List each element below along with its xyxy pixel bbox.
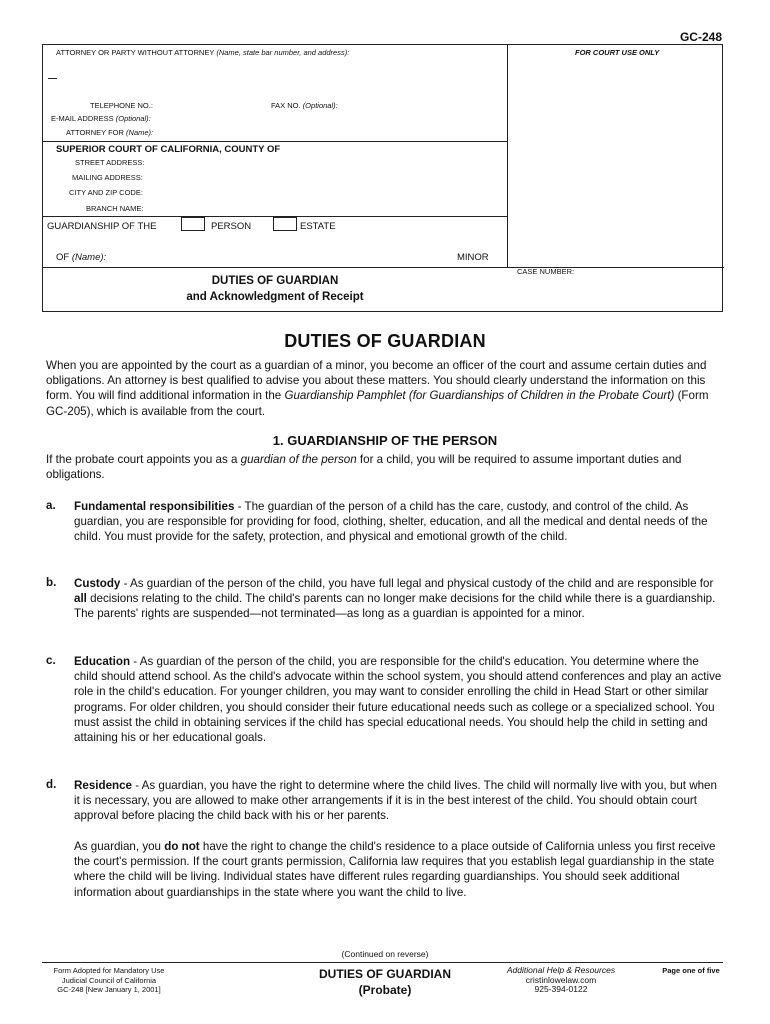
footer-title	[300, 966, 470, 998]
section-1-intro: If the probate court appoints you as a guardian of the person for a child, you will be required to assume important duties and obligations.	[46, 453, 682, 482]
minor-label: MINOR	[457, 252, 489, 263]
section-1-heading: 1. GUARDIANSHIP OF THE PERSON	[272, 433, 498, 448]
help-line2[interactable]: cristinlowelaw.com	[525, 974, 597, 985]
telephone-label[interactable]: TELEPHONE NO.:	[90, 101, 153, 110]
item-b-letter: b.	[46, 576, 57, 589]
adopted-line3: GC-248 [New January 1, 2001]	[57, 985, 161, 994]
item-d-paragraph-2: As guardian, you do not have the right to change the child's residence to a place outside of California unless you first receive the court's permission. If the court grants permission, California law requires that you establish legal guardianship in the state where the child will be living. Individual states have different rules regarding guardianships. You should seek additional information about guardianships in the state where you want the child to live.	[74, 840, 716, 899]
item-b-text: Custody - As guardian of the person of the child, you have full legal and physical custody of the child and are responsible for all decisions relating to the child. The child's parents can no longer make decisions for the child while there is a guardianship. The parents' rights are suspended—not terminated—as long as a guardian is appointed for a minor.	[74, 577, 716, 621]
item-a-letter: a.	[46, 499, 56, 512]
of-name-label[interactable]: OF (Name):	[56, 252, 107, 263]
guardianship-of-label: GUARDIANSHIP OF THE	[47, 221, 157, 232]
footer-title-line2: (Probate)	[358, 983, 412, 997]
item-d-text: Residence - As guardian, you have the right to determine where the child lives. The child will normally live with you, but when it is necessary, you are allowed to make other arrangements if it is in the best interest of the child. You should obtain court approval before placing the child back with his or her parents.	[74, 779, 717, 823]
person-checkbox[interactable]	[181, 217, 205, 231]
item-c-letter: c.	[46, 654, 56, 667]
help-line1: Additional Help & Resources	[506, 965, 616, 975]
continued-note: (Continued on reverse)	[341, 949, 429, 959]
help-resources[interactable]	[496, 966, 626, 995]
margin-tick	[48, 78, 57, 79]
doc-title-line1: DUTIES OF GUARDIAN	[211, 275, 339, 287]
item-a-text: Fundamental responsibilities - The guardian of the person of a child has the care, custody, and control of the child. As guardian, you are responsible for providing for food, clothing, shelter, education, and all the medical and dental needs of the child. You must provide for the safety, protection, and physical and emotional growth of the child.	[74, 500, 708, 544]
form-id: GC-248	[679, 30, 722, 44]
adopted-line1: Form Adopted for Mandatory Use	[53, 966, 165, 975]
estate-label: ESTATE	[300, 221, 336, 232]
form-adopted-note	[44, 966, 174, 995]
title-rule	[43, 267, 724, 268]
caption-divider	[507, 45, 508, 267]
item-d-letter: d.	[46, 778, 57, 791]
branch-name-label[interactable]: BRANCH NAME:	[86, 204, 144, 213]
case-number-label[interactable]: CASE NUMBER:	[517, 267, 575, 276]
fax-label[interactable]: FAX NO. (Optional):	[271, 101, 338, 110]
attorney-label: ATTORNEY OR PARTY WITHOUT ATTORNEY (Name, state bar number, and address):	[56, 48, 350, 57]
estate-checkbox[interactable]	[273, 217, 297, 231]
email-label[interactable]: E-MAIL ADDRESS (Optional):	[51, 114, 151, 123]
footer-title-line1: DUTIES OF GUARDIAN	[319, 967, 451, 981]
doc-title-line2: and Acknowledgment of Receipt	[186, 291, 364, 303]
page-number: Page one of five	[662, 966, 720, 975]
attorney-for-label[interactable]: ATTORNEY FOR (Name):	[66, 128, 154, 137]
help-line3: 925-394-0122	[534, 984, 588, 994]
main-heading: DUTIES OF GUARDIAN	[284, 331, 486, 351]
court-rule	[43, 141, 507, 142]
adopted-line2: Judicial Council of California	[61, 975, 157, 985]
street-address-label[interactable]: STREET ADDRESS:	[75, 158, 145, 167]
court-name: SUPERIOR COURT OF CALIFORNIA, COUNTY OF	[56, 144, 281, 155]
intro-paragraph: When you are appointed by the court as a guardian of a minor, you become an officer of the court and assume certain duties and obligations. An attorney is best qualified to advise you about these matters. You should clearly understand the information on this form. You will find additional information in the Guardianship Pamphlet (for Guardianships of Children in the Probate Court) (Form GC-205), which is available from the court.	[46, 359, 709, 418]
mailing-address-label[interactable]: MAILING ADDRESS:	[72, 173, 143, 182]
court-use-label: FOR COURT USE ONLY	[575, 48, 660, 57]
person-label: PERSON	[211, 221, 252, 232]
footer-rule	[42, 962, 723, 963]
caption-box	[42, 44, 723, 312]
item-c-text: Education - As guardian of the person of the child, you are responsible for the child's education. You determine where the child should attend school. As the child's advocate within the school system, you should attend conferences and play an active role in the child's education. For younger children, you may want to consider enrolling the child in Head Start or other similar programs. For older children, you should consider their future educational needs such as college or a specialized school. You must assist the child in obtaining services if the child has special educational needs. You should help the child in setting and attaining his or her educational goals.	[74, 655, 722, 745]
city-zip-label[interactable]: CITY AND ZIP CODE:	[69, 188, 143, 197]
